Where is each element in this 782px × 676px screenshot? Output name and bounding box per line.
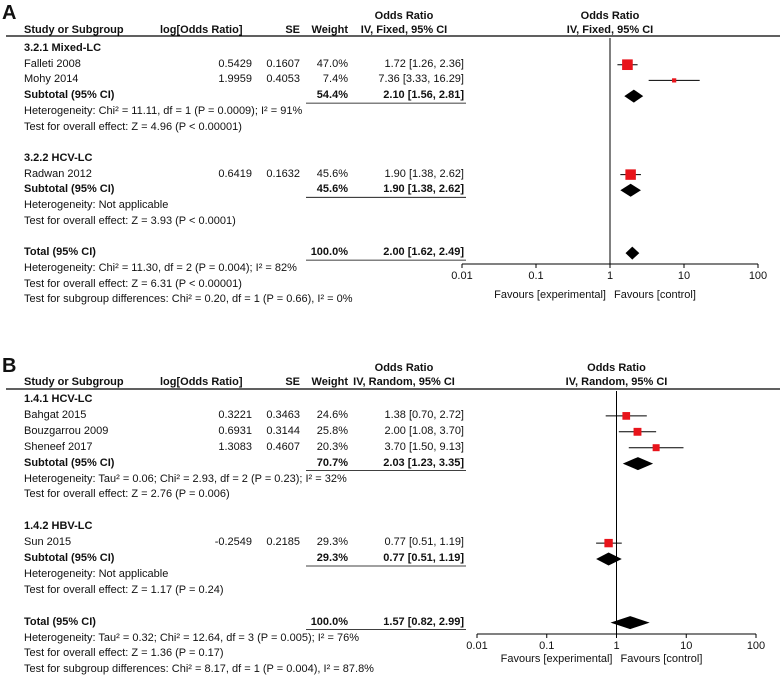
subtotal-label: Subtotal (95% CI) — [24, 89, 115, 102]
total-diamond — [626, 247, 640, 260]
subtotal-weight: 70.7% — [316, 456, 348, 469]
col-header-study: Study or Subgroup — [24, 24, 124, 36]
study-se: 0.3463 — [266, 408, 300, 421]
subtotal-diamond — [620, 184, 641, 197]
study-logor: 1.3083 — [218, 440, 252, 453]
study-square — [634, 428, 642, 436]
study-name: Falleti 2008 — [24, 57, 81, 70]
x-axis-tick-label: 1 — [613, 640, 620, 652]
note-text: Test for subgroup differences: Chi² = 8.17, df = 1 (P = 0.004), I² = 87.8% — [24, 663, 374, 676]
note-text: Heterogeneity: Tau² = 0.06; Chi² = 2.93, df = 2 (P = 0.23); I² = 32% — [24, 472, 347, 485]
plot-header-bottom: IV, Random, 95% CI — [565, 376, 668, 388]
total-weight: 100.0% — [310, 615, 348, 628]
panel-letter: B — [2, 355, 17, 377]
study-weight: 25.8% — [316, 424, 348, 437]
study-logor: -0.2549 — [214, 536, 252, 549]
study-name: Sun 2015 — [24, 536, 72, 549]
col-header-study: Study or Subgroup — [24, 376, 124, 388]
study-square — [625, 169, 635, 179]
study-square — [622, 412, 630, 420]
note-text: Heterogeneity: Chi² = 11.30, df = 2 (P = 0.004); I² = 82% — [24, 261, 297, 274]
subgroup-label: 3.2.2 HCV-LC — [24, 151, 93, 164]
x-axis-tick-label: 10 — [677, 270, 691, 282]
subgroup-label: 1.4.2 HBV-LC — [24, 520, 93, 533]
subtotal-diamond — [623, 457, 653, 470]
x-axis-tick-label: 100 — [748, 270, 768, 282]
total-label: Total (95% CI) — [24, 615, 96, 628]
study-name: Bouzgarrou 2009 — [24, 424, 109, 437]
study-logor: 0.6931 — [218, 424, 252, 437]
favours-left-label: Favours [experimental] — [494, 289, 606, 301]
favours-right-label: Favours [control] — [620, 653, 703, 665]
study-weight: 7.4% — [322, 73, 348, 86]
note-text: Test for overall effect: Z = 1.36 (P = 0.17) — [24, 647, 224, 660]
subgroup-label: 3.2.1 Mixed-LC — [24, 42, 102, 54]
x-axis-tick-label: 100 — [746, 640, 766, 652]
col-header-or-top: Odds Ratio — [374, 362, 434, 374]
note-text: Test for overall effect: Z = 6.31 (P < 0.00001) — [24, 277, 242, 290]
study-logor: 0.3221 — [218, 408, 252, 421]
note-text: Heterogeneity: Not applicable — [24, 567, 169, 580]
subgroup-label: 1.4.1 HCV-LC — [24, 393, 93, 405]
note-text: Heterogeneity: Not applicable — [24, 199, 169, 211]
subtotal-label: Subtotal (95% CI) — [24, 552, 115, 564]
study-name: Bahgat 2015 — [24, 408, 87, 421]
study-weight: 47.0% — [316, 57, 348, 70]
x-axis-tick-label: 0.01 — [466, 640, 488, 652]
note-text: Test for overall effect: Z = 4.96 (P < 0.00001) — [24, 120, 242, 133]
subtotal-weight: 54.4% — [316, 89, 348, 102]
subtotal-label: Subtotal (95% CI) — [24, 183, 115, 196]
subtotal-ci: 1.90 [1.38, 2.62] — [383, 183, 464, 196]
study-logor: 0.6419 — [218, 167, 252, 180]
study-name: Radwan 2012 — [24, 167, 92, 180]
study-name: Mohy 2014 — [24, 73, 79, 86]
total-label: Total (95% CI) — [24, 246, 96, 259]
total-ci: 1.57 [0.82, 2.99] — [383, 615, 464, 628]
note-text: Test for overall effect: Z = 2.76 (P = 0.006) — [24, 488, 230, 501]
plot-header-top: Odds Ratio — [587, 362, 646, 374]
col-header-or-bottom: IV, Random, 95% CI — [353, 376, 455, 388]
study-name: Sheneef 2017 — [24, 440, 93, 453]
favours-left-label: Favours [experimental] — [500, 653, 613, 665]
subtotal-weight: 29.3% — [316, 552, 348, 564]
study-se: 0.3144 — [266, 424, 300, 437]
note-text: Test for overall effect: Z = 3.93 (P < 0.0001) — [24, 214, 236, 227]
subtotal-ci: 0.77 [0.51, 1.19] — [383, 552, 464, 564]
study-square — [622, 59, 633, 70]
note-text: Heterogeneity: Tau² = 0.32; Chi² = 12.64, df = 3 (P = 0.005); I² = 76% — [24, 631, 359, 644]
study-se: 0.1607 — [266, 57, 300, 70]
study-se: 0.2185 — [266, 536, 300, 549]
subtotal-label: Subtotal (95% CI) — [24, 456, 115, 469]
study-weight: 29.3% — [316, 536, 348, 549]
subtotal-ci: 2.03 [1.23, 3.35] — [383, 456, 464, 469]
total-ci: 2.00 [1.62, 2.49] — [383, 246, 464, 259]
col-header-se: SE — [285, 376, 300, 388]
study-ci: 1.38 [0.70, 2.72] — [384, 408, 464, 421]
study-ci: 2.00 [1.08, 3.70] — [384, 424, 464, 437]
col-header-logor: log[Odds Ratio] — [160, 24, 243, 36]
subtotal-diamond — [624, 90, 643, 103]
study-ci: 1.90 [1.38, 2.62] — [384, 167, 464, 180]
x-axis-tick-label: 1 — [606, 270, 614, 282]
x-axis-tick-label: 0.1 — [528, 270, 544, 282]
subtotal-ci: 2.10 [1.56, 2.81] — [383, 89, 464, 102]
col-header-or-bottom: IV, Fixed, 95% CI — [360, 24, 448, 36]
col-header-weight: Weight — [311, 24, 348, 36]
note-text: Test for subgroup differences: Chi² = 0.20, df = 1 (P = 0.66), I² = 0% — [24, 293, 353, 306]
study-se: 0.4053 — [266, 73, 300, 86]
total-weight: 100.0% — [310, 246, 348, 259]
study-ci: 0.77 [0.51, 1.19] — [384, 536, 464, 549]
note-text: Heterogeneity: Chi² = 11.11, df = 1 (P = 0.0009); I² = 91% — [24, 104, 303, 117]
study-logor: 1.9959 — [218, 73, 252, 86]
study-se: 0.4607 — [266, 440, 300, 453]
x-axis-tick-label: 10 — [680, 640, 693, 652]
study-se: 0.1632 — [266, 167, 300, 180]
study-logor: 0.5429 — [218, 57, 252, 70]
subtotal-weight: 45.6% — [316, 183, 348, 196]
col-header-weight: Weight — [311, 376, 348, 388]
x-axis-tick-label: 0.01 — [451, 270, 473, 282]
x-axis-tick-label: 0.1 — [539, 640, 555, 652]
plot-header-top: Odds Ratio — [580, 10, 640, 22]
note-text: Test for overall effect: Z = 1.17 (P = 0.24) — [24, 583, 224, 596]
study-square — [604, 539, 612, 547]
study-square — [653, 444, 660, 451]
favours-right-label: Favours [control] — [614, 289, 696, 301]
study-ci: 7.36 [3.33, 16.29] — [378, 73, 464, 86]
study-weight: 24.6% — [316, 408, 348, 421]
study-ci: 3.70 [1.50, 9.13] — [384, 440, 464, 453]
col-header-logor: log[Odds Ratio] — [160, 376, 243, 388]
col-header-or-top: Odds Ratio — [374, 10, 434, 22]
study-ci: 1.72 [1.26, 2.36] — [384, 57, 464, 70]
subtotal-diamond — [596, 553, 622, 566]
col-header-se: SE — [285, 24, 300, 36]
plot-header-bottom: IV, Fixed, 95% CI — [566, 24, 654, 36]
study-weight: 45.6% — [316, 167, 348, 180]
study-square — [672, 78, 676, 82]
study-weight: 20.3% — [316, 440, 348, 453]
panel-letter: A — [2, 2, 17, 24]
